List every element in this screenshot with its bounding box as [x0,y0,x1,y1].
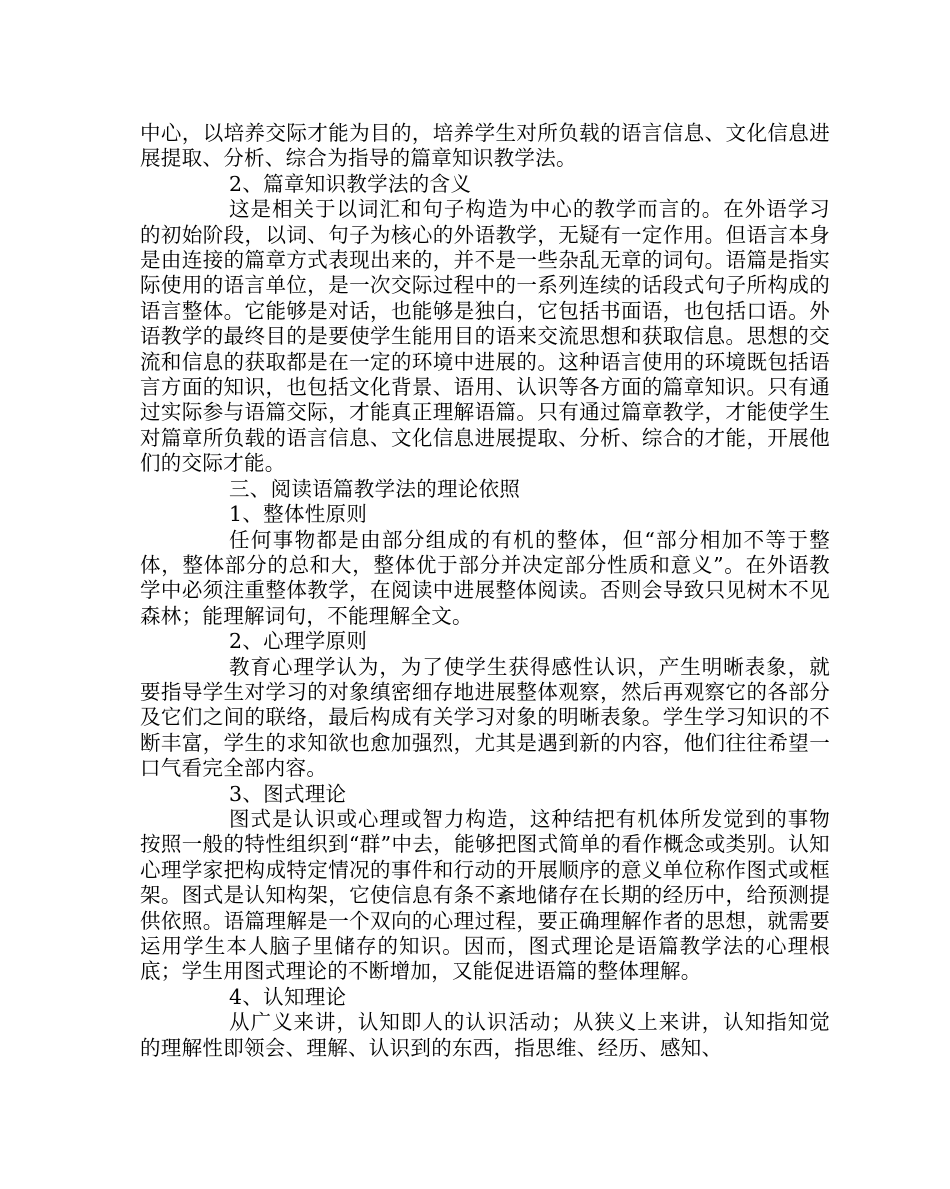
heading-4-cognitive-theory: 4、认知理论 [229,984,347,1009]
heading-1-wholeness-principle: 1、整体性原则 [229,502,368,527]
paragraph-continuation: 中心，以培养交际才能为目的，培养学生对所负载的语言信息、文化信息进展提取、分析、综合为指导的篇章知识教学法。 [140,121,830,171]
paragraph-cognitive-theory: 从广义来讲，认知即人的认识活动；从狭义上来讲，认知指知觉的理解性即领会、理解、认识到的东西，指思维、经历、感知、 [140,1010,830,1060]
paragraph-wholeness-principle: 任何事物都是由部分组成的有机的整体，但“部分相加不等于整体，整体部分的总和大，整体优于部分并决定部分性质和意义”。在外语教学中必须注重整体教学，在阅读中进展整体阅读。否则会导致只见树木不见森林；能理解词句，不能理解全文。 [140,527,830,628]
heading-3-schema-theory: 3、图式理论 [229,781,347,806]
paragraph-discourse-method: 这是相关于以词汇和句子构造为中心的教学而言的。在外语学习的初始阶段，以词、句子为核心的外语教学，无疑有一定作用。但语言本身是由连接的篇章方式表现出来的，并不是一些杂乱无章的词句。语篇是指实际使用的语言单位，是一次交际过程中的一系列连续的话段式句子所构成的语言整体。它能够是对话，也能够是独白，它包括书面语，也包括口语。外语教学的最终目的是要使学生能用目的语来交流思想和获取信息。思想的交流和信息的获取都是在一定的环境中进展的。这种语言使用的环境既包括语言方面的知识，也包括文化背景、语用、认识等各方面的篇章知识。只有通过实际参与语篇交际，才能真正理解语篇。只有通过篇章教学，才能使学生对篇章所负载的语言信息、文化信息进展提取、分析、综合的才能，开展他们的交际才能。 [140,197,830,476]
document-body [140,121,830,1061]
paragraph-psychology-principle: 教育心理学认为，为了使学生获得感性认识，产生明晰表象，就要指导学生对学习的对象缜密细存地进展整体观察，然后再观察它的各部分及它们之间的联络，最后构成有关学习对象的明晰表象。学生学习知识的不断丰富，学生的求知欲也愈加强烈，尤其是遇到新的内容，他们往往希望一口气看完全部内容。 [140,654,830,781]
paragraph-schema-theory: 图式是认识或心理或智力构造，这种结把有机体所发觉到的事物按照一般的特性组织到“群”中去，能够把图式简单的看作概念或类别。认知心理学家把构成特定情况的事件和行动的开展顺序的意义单位称作图式或框架。图式是认知构架，它使信息有条不紊地储存在长期的经历中，给预测提供依照。语篇理解是一个双向的心理过程，要正确理解作者的思想，就需要运用学生本人脑子里储存的知识。因而，图式理论是语篇教学法的心理根底；学生用图式理论的不断增加，又能促进语篇的整体理解。 [140,806,830,984]
heading-2-psychology-principle: 2、心理学原则 [229,629,368,654]
heading-2-discourse-method-meaning: 2、篇章知识教学法的含义 [229,171,472,196]
heading-section-3-theory: 三、阅读语篇教学法的理论依照 [229,476,521,501]
